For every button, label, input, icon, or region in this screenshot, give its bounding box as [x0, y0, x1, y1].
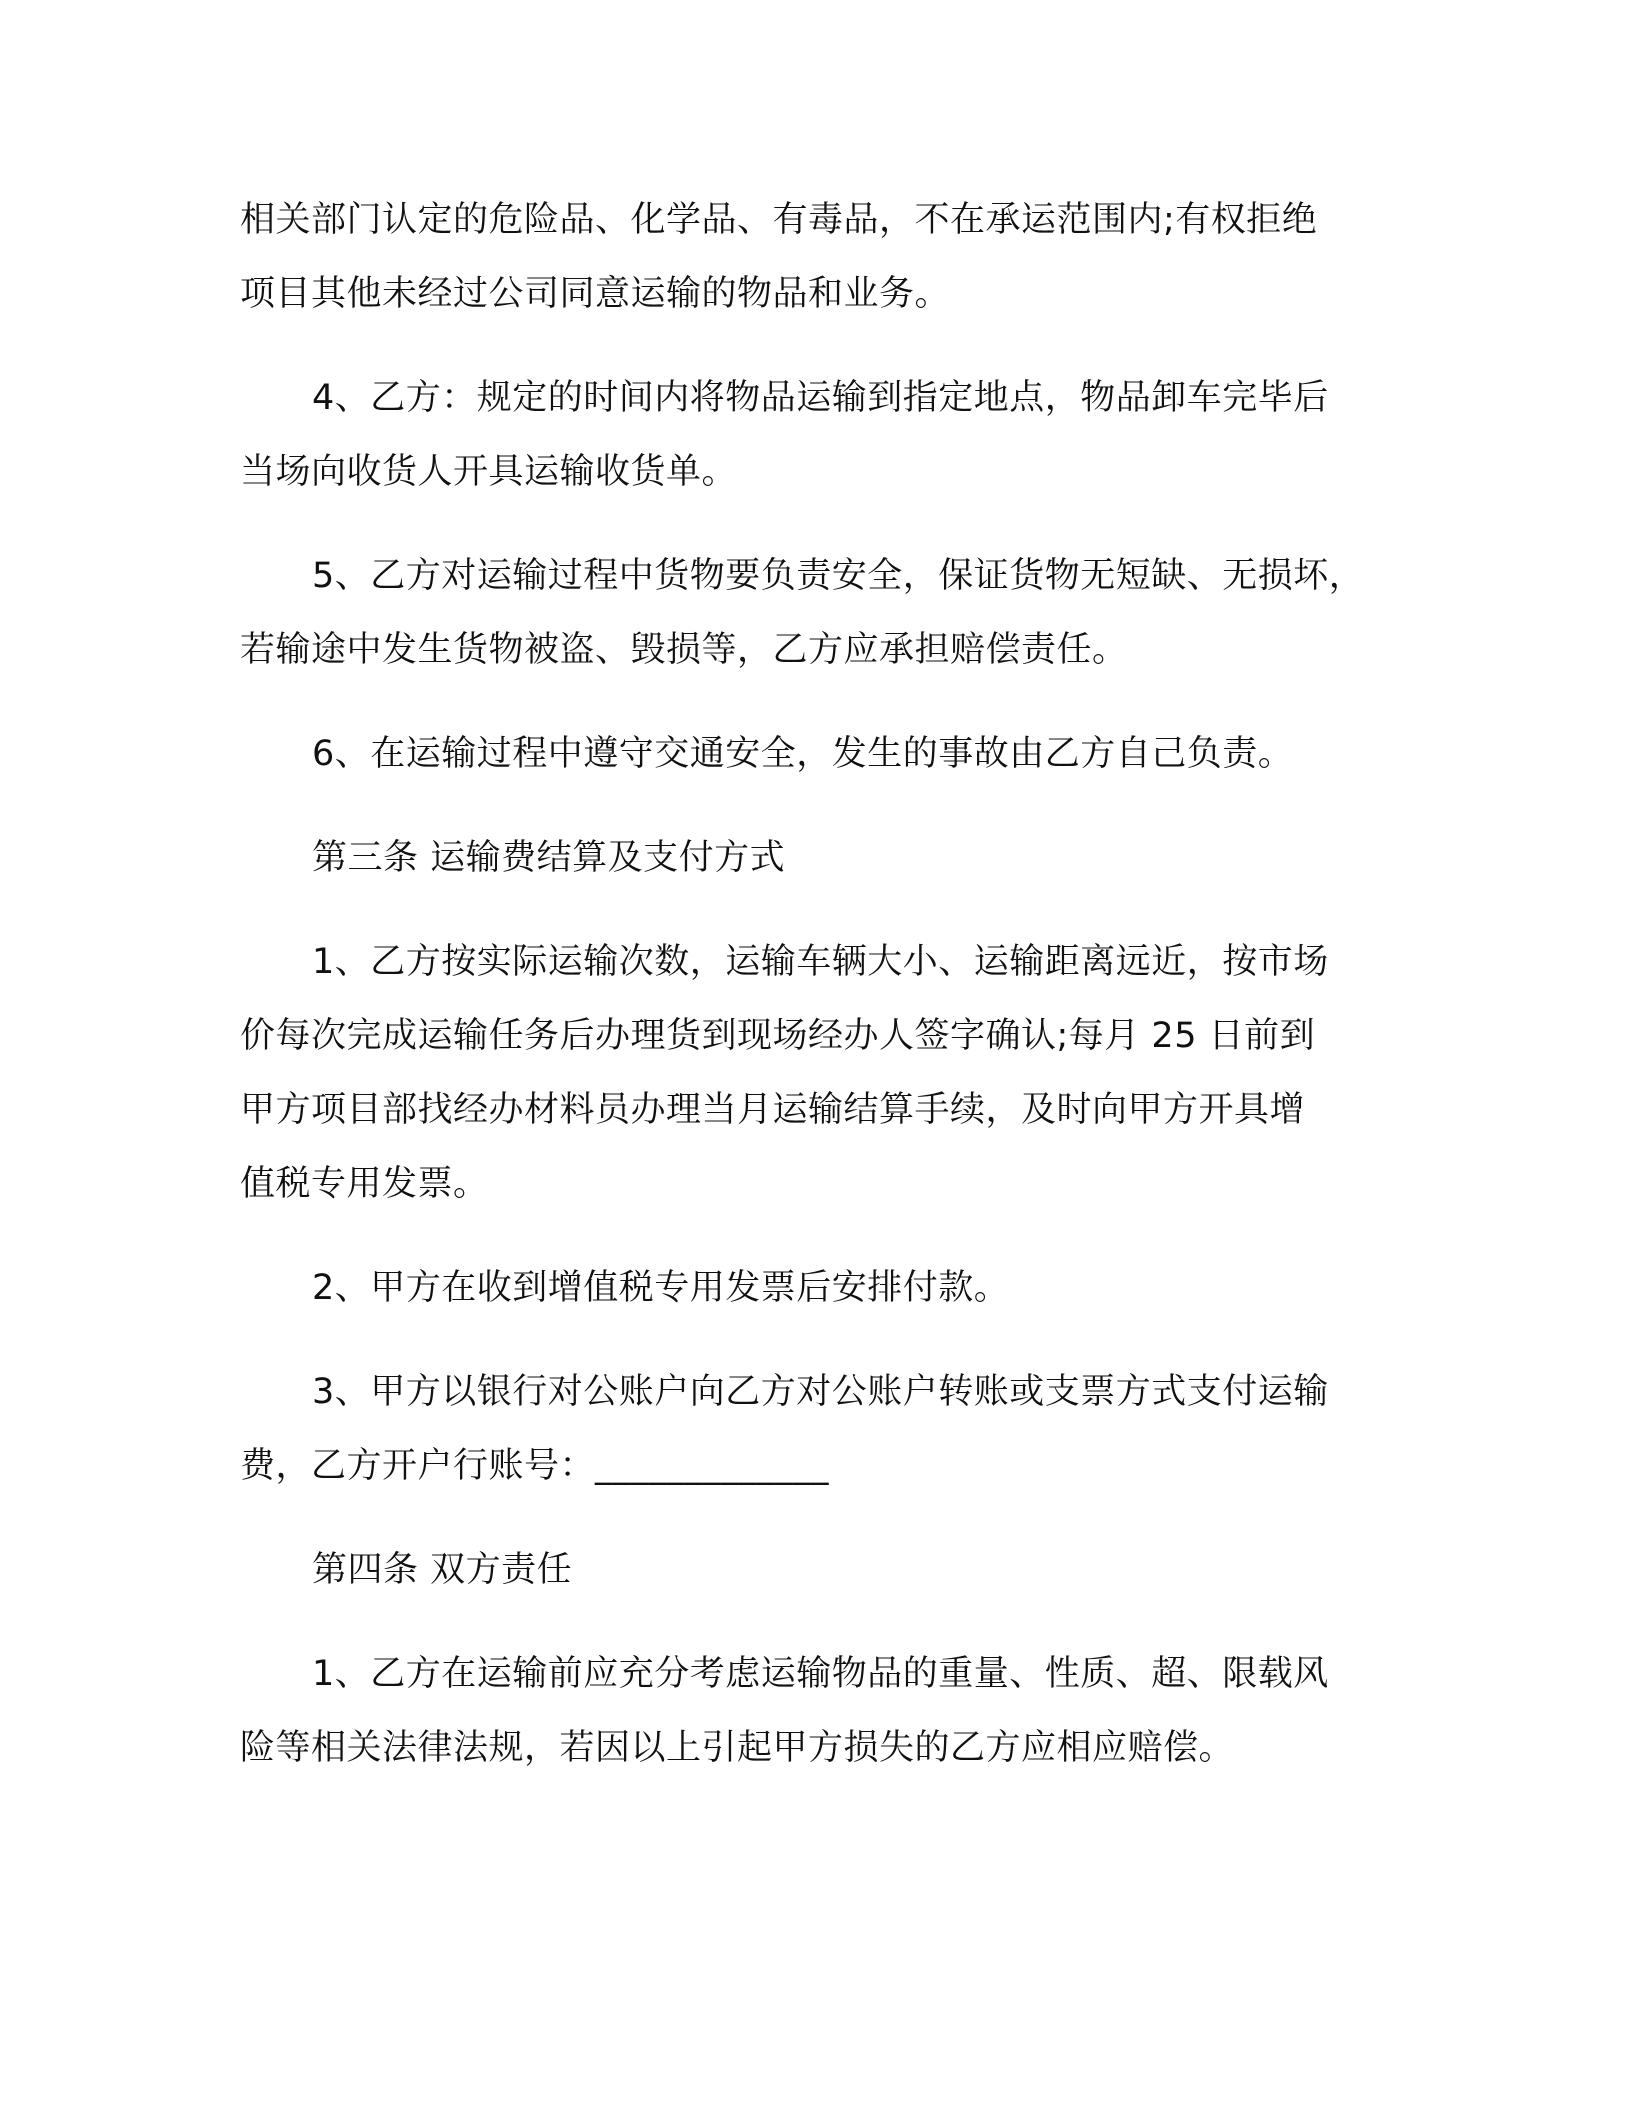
clause-3-1: 1、乙方按实际运输次数，运输车辆大小、运输距离远近，按市场 [312, 942, 1329, 982]
text-line: 当场向收货人开具运输收货单。 [240, 452, 738, 492]
section-heading-3: 第三条 运输费结算及支付方式 [312, 838, 786, 878]
text-line: 若输途中发生货物被盗、毁损等，乙方应承担赔偿责任。 [240, 630, 1128, 670]
text-line: 甲方项目部找经办材料员办理当月运输结算手续，及时向甲方开具增 [240, 1090, 1306, 1130]
text-line: 险等相关法律法规，若因以上引起甲方损失的乙方应相应赔偿。 [240, 1728, 1235, 1768]
text-line: 项目其他未经过公司同意运输的物品和业务。 [240, 274, 951, 314]
text-line: 值税专用发票。 [240, 1164, 489, 1204]
clause-3-2: 2、甲方在收到增值税专用发票后安排付款。 [312, 1268, 1010, 1308]
clause-6: 6、在运输过程中遵守交通安全，发生的事故由乙方自己负责。 [312, 734, 1294, 774]
clause-5: 5、乙方对运输过程中货物要负责安全，保证货物无短缺、无损坏， [312, 556, 1365, 596]
section-heading-4: 第四条 双方责任 [312, 1550, 573, 1590]
clause-4-1: 1、乙方在运输前应充分考虑运输物品的重量、性质、超、限载风 [312, 1654, 1329, 1694]
account-number-line: 费，乙方开户行账号：_____________ [240, 1446, 830, 1486]
clause-4: 4、乙方：规定的时间内将物品运输到指定地点，物品卸车完毕后 [312, 378, 1329, 418]
text-line: 相关部门认定的危险品、化学品、有毒品，不在承运范围内;有权拒绝 [240, 200, 1318, 240]
clause-3-3: 3、甲方以银行对公账户向乙方对公账户转账或支票方式支付运输 [312, 1372, 1329, 1412]
text-line: 价每次完成运输任务后办理货到现场经办人签字确认;每月 25 日前到 [240, 1016, 1316, 1056]
